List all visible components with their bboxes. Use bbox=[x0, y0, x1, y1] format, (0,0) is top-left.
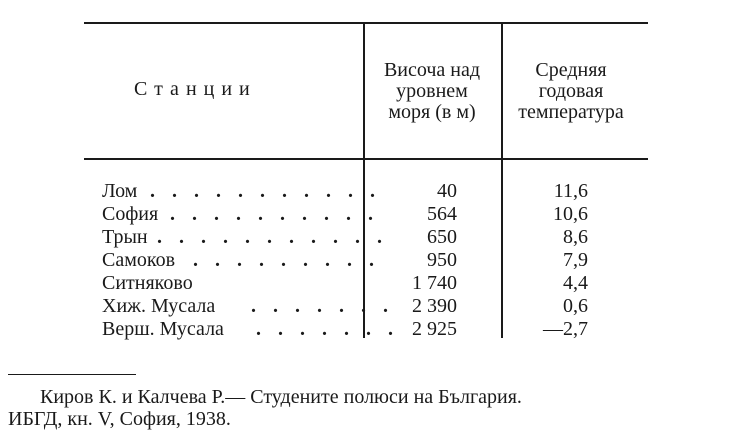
temperature-value: 8,6 bbox=[563, 226, 588, 248]
leader-dots: . . . . . . . . . . . bbox=[157, 226, 388, 248]
table-row bbox=[0, 318, 738, 340]
station-name: Самоков bbox=[102, 249, 176, 271]
altitude-value: 2 925 bbox=[412, 318, 457, 340]
table-row bbox=[0, 272, 738, 294]
footnote-line-1: Киров К. и Калчева Р.— Студените полюси на България. bbox=[40, 386, 522, 408]
header-altitude bbox=[366, 60, 498, 123]
leader-dots: . . . . . . . . . . bbox=[170, 203, 379, 225]
header-altitude-line3: моря (в м) bbox=[388, 101, 476, 123]
leader-dots: . . . . . . . bbox=[256, 318, 399, 340]
temperature-value: 0,6 bbox=[563, 295, 588, 317]
header-temperature-line2: годовая bbox=[538, 80, 604, 102]
station-name: Лом bbox=[102, 180, 138, 202]
header-temperature-line3: температура bbox=[518, 101, 624, 123]
header-temperature bbox=[503, 60, 639, 123]
footnote-line-2: ИБГД, кн. V, София, 1938. bbox=[8, 408, 231, 430]
station-name: Хиж. Мусала bbox=[102, 295, 216, 317]
table-row bbox=[0, 295, 738, 317]
temperature-value: —2,7 bbox=[543, 318, 588, 340]
header-bottom-rule bbox=[84, 158, 648, 160]
leader-dots: . . . . . . . . . . . bbox=[150, 180, 381, 202]
station-name: Трын bbox=[102, 226, 148, 248]
table-top-rule bbox=[84, 22, 648, 24]
table-row bbox=[0, 203, 738, 225]
temperature-value: 7,9 bbox=[563, 249, 588, 271]
table-row bbox=[0, 226, 738, 248]
altitude-value: 950 bbox=[427, 249, 457, 271]
leader-dots: . . . . . . . bbox=[251, 295, 394, 317]
table-row bbox=[0, 249, 738, 271]
temperature-value: 4,4 bbox=[563, 272, 588, 294]
footnote-rule bbox=[8, 374, 136, 375]
altitude-value: 650 bbox=[427, 226, 457, 248]
header-temperature-line1: Средняя bbox=[535, 59, 607, 81]
temperature-value: 10,6 bbox=[553, 203, 588, 225]
altitude-value: 564 bbox=[427, 203, 457, 225]
altitude-value: 1 740 bbox=[412, 272, 457, 294]
station-name: София bbox=[102, 203, 159, 225]
leader-dots: . . . . . . . . . bbox=[193, 249, 380, 271]
header-stations: Станции bbox=[134, 78, 257, 100]
station-name: Ситняково bbox=[102, 272, 193, 294]
station-name: Верш. Мусала bbox=[102, 318, 224, 340]
altitude-value: 2 390 bbox=[412, 295, 457, 317]
altitude-value: 40 bbox=[437, 180, 457, 202]
table-row bbox=[0, 180, 738, 202]
header-altitude-line2: уровнем bbox=[396, 80, 468, 102]
temperature-value: 11,6 bbox=[553, 180, 588, 202]
header-altitude-line1: Височа над bbox=[383, 59, 481, 81]
